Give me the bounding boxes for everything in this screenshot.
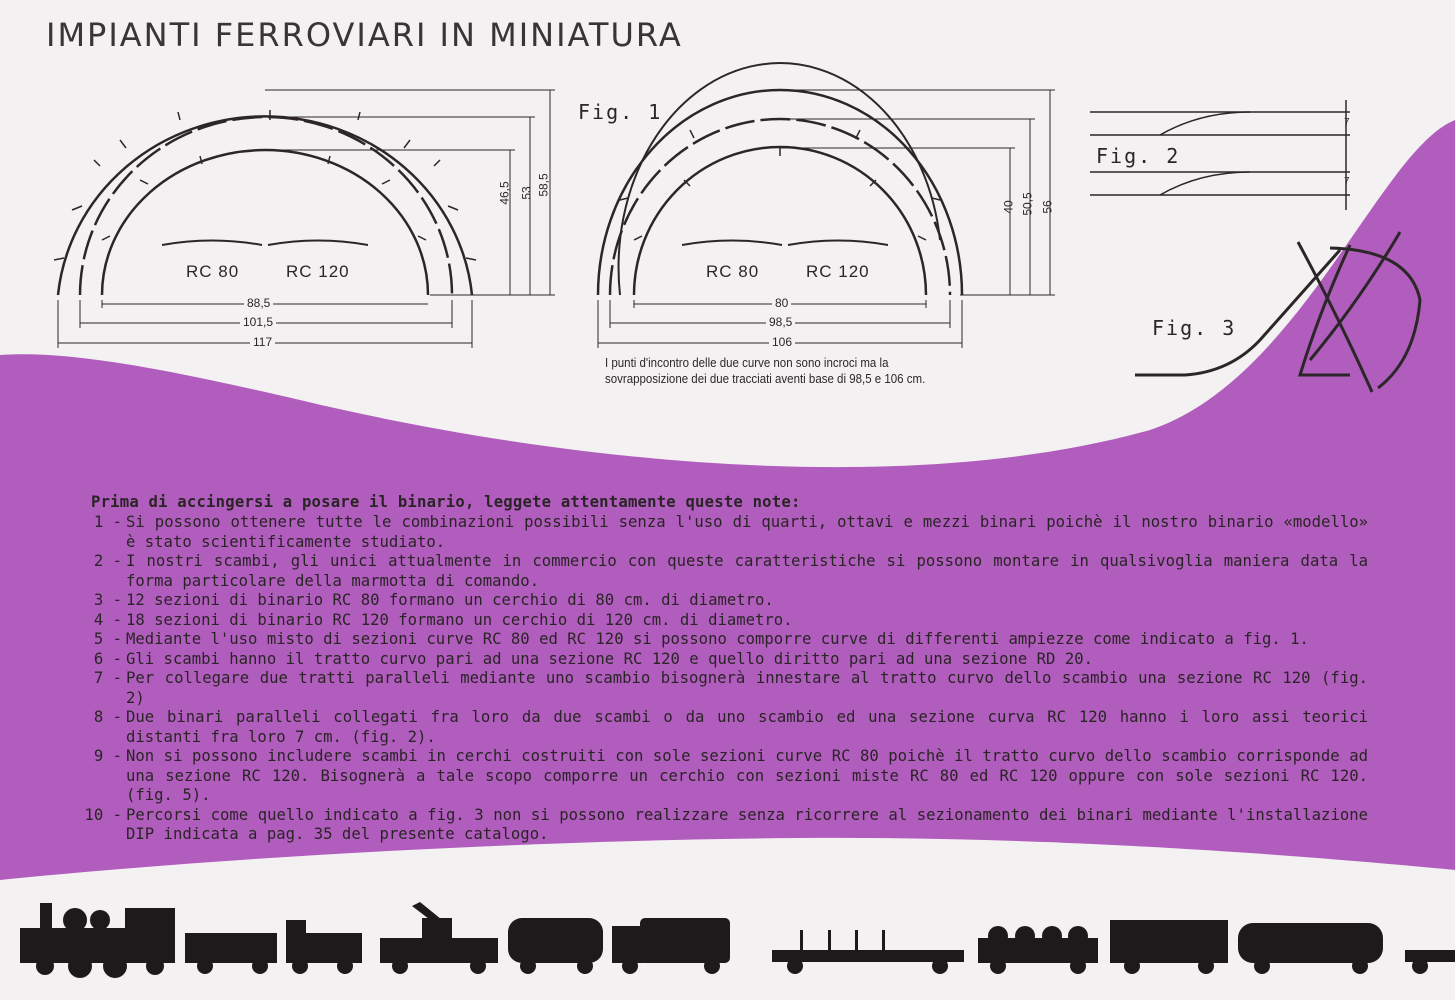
fig1-right-rc80: RC 80 [706, 262, 760, 281]
gondola-car-icon [185, 933, 277, 974]
note-item [78, 747, 1368, 806]
steam-locomotive-icon [20, 903, 175, 978]
fig1-right-arcs [598, 63, 1055, 348]
fig1-right-height-1: 40 [1001, 200, 1016, 214]
fig1-caption: I punti d'incontro delle due curve non sono incroci ma la sovrapposizione dei due tracciati aventi base di 98,5 e 106 cm. [605, 356, 926, 386]
note-text: Non si possono includere scambi in cerchi costruiti con sole sezioni curve RC 80 poichè il tratto curvo dello scambio corrisponde ad una sezione RC 120. Bisognerà a tale scopo comporre un cerchio con sezioni miste RC 80 ed RC 120 oppure con sole sezioni RC 120. (fig. 5). [126, 747, 1368, 804]
notes-heading: Prima di accingersi a posare il binario, leggete attentamente queste note: [91, 493, 801, 511]
fig1-left-height-2: 53 [519, 186, 534, 200]
note-text: Per collegare due tratti paralleli mediante uno scambio bisognerà innestare al tratto curvo dello scambio una sezione RC 120 (fig. 2) [126, 669, 1368, 707]
note-number: 4 - [93, 610, 122, 629]
note-text: 12 sezioni di binario RC 80 formano un cerchio di 80 cm. di diametro. [126, 591, 774, 609]
note-text: Si possono ottenere tutte le combinazioni possibili senza l'uso di quarti, ottavi e mezzi binari poichè il nostro binario «modello» è stato scientificamente studiato. [126, 513, 1368, 551]
note-item [78, 591, 1368, 611]
note-text: I nostri scambi, gli unici attualmente in commercio con queste caratteristiche si possono montare in qualsivoglia maniera data la forma particolare della marmotta di comando. [126, 552, 1368, 590]
page-title: IMPIANTI FERROVIARI IN MINIATURA [46, 16, 683, 54]
barrel-car-icon [978, 926, 1098, 974]
fig1-right-width-3: 106 [769, 335, 795, 349]
flatcar-with-stakes-icon [772, 930, 964, 974]
note-number: 8 - [93, 708, 122, 726]
note-item [78, 611, 1368, 631]
note-number: 3 - [93, 591, 122, 609]
boxcar-icon [612, 918, 730, 974]
fig1-left-width-1: 88,5 [244, 296, 273, 310]
fig1-right-height-2: 50,5 [1020, 192, 1035, 216]
note-text: Due binari paralleli collegati fra loro da due scambi o da uno scambio ed una sezione curva RC 120 hanno i loro assi teorici distanti fra loro 7 cm. (fig. 2). [126, 708, 1368, 746]
fig3-label: Fig. 3 [1152, 316, 1237, 340]
fig2-gap-bottom: 7 [1344, 176, 1350, 187]
fig1-left-rc80: RC 80 [186, 262, 240, 281]
fig1-diagram [0, 0, 1455, 400]
note-item [78, 669, 1368, 708]
note-text: 18 sezioni di binario RC 120 formano un cerchio di 120 cm. di diametro. [126, 610, 793, 629]
crane-car-icon [380, 902, 498, 974]
note-number: 2 - [93, 552, 122, 570]
fig1-right-rc120: RC 120 [806, 262, 870, 281]
note-item [78, 630, 1368, 650]
note-item [78, 650, 1368, 670]
note-item [78, 708, 1368, 747]
note-item [78, 806, 1368, 845]
fig1-left-width-2: 101,5 [240, 315, 276, 329]
tank-car-2-icon [1238, 923, 1383, 974]
fig1-right-height-3: 56 [1040, 200, 1055, 214]
truck-wagon-icon [286, 920, 362, 974]
fig3-diagram [1135, 232, 1420, 392]
fig1-left-rc120: RC 120 [286, 262, 350, 281]
fig1-left-height-3: 58,5 [536, 173, 551, 197]
note-item [78, 513, 1368, 552]
covered-wagon-icon [1110, 920, 1228, 974]
fig1-left-height-1: 46,5 [497, 181, 512, 205]
note-number: 6 - [93, 649, 122, 668]
note-text: Gli scambi hanno il tratto curvo pari ad una sezione RC 120 e quello diritto pari ad una sezione RD 20. [126, 649, 1093, 668]
fig1-label: Fig. 1 [578, 100, 663, 124]
fig2-label: Fig. 2 [1092, 144, 1184, 168]
notes-section [78, 492, 1368, 845]
note-item [78, 552, 1368, 591]
note-number: 1 - [93, 513, 122, 531]
note-number: 9 - [93, 747, 122, 765]
note-number: 10 - [84, 805, 122, 824]
train-silhouettes [0, 898, 1455, 998]
note-text: Mediante l'uso misto di sezioni curve RC 80 ed RC 120 si possono comporre curve di differenti ampiezze come indicato a fig. 1. [126, 630, 1309, 648]
fig1-left-arcs [54, 90, 555, 348]
flatcar-icon [1405, 950, 1455, 974]
note-text: Percorsi come quello indicato a fig. 3 non si possono realizzare senza ricorrere al sezionamento dei binari mediante l'installazione DIP indicata a pag. 35 del presente catalogo. [126, 805, 1368, 843]
note-number: 7 - [93, 669, 122, 687]
fig2-gap-top: 7 [1344, 117, 1350, 128]
tank-car-icon [508, 918, 603, 974]
fig1-right-width-1: 80 [772, 296, 791, 310]
fig1-right-width-2: 98,5 [766, 315, 795, 329]
fig1-left-width-3: 117 [250, 335, 275, 349]
note-number: 5 - [93, 630, 122, 648]
